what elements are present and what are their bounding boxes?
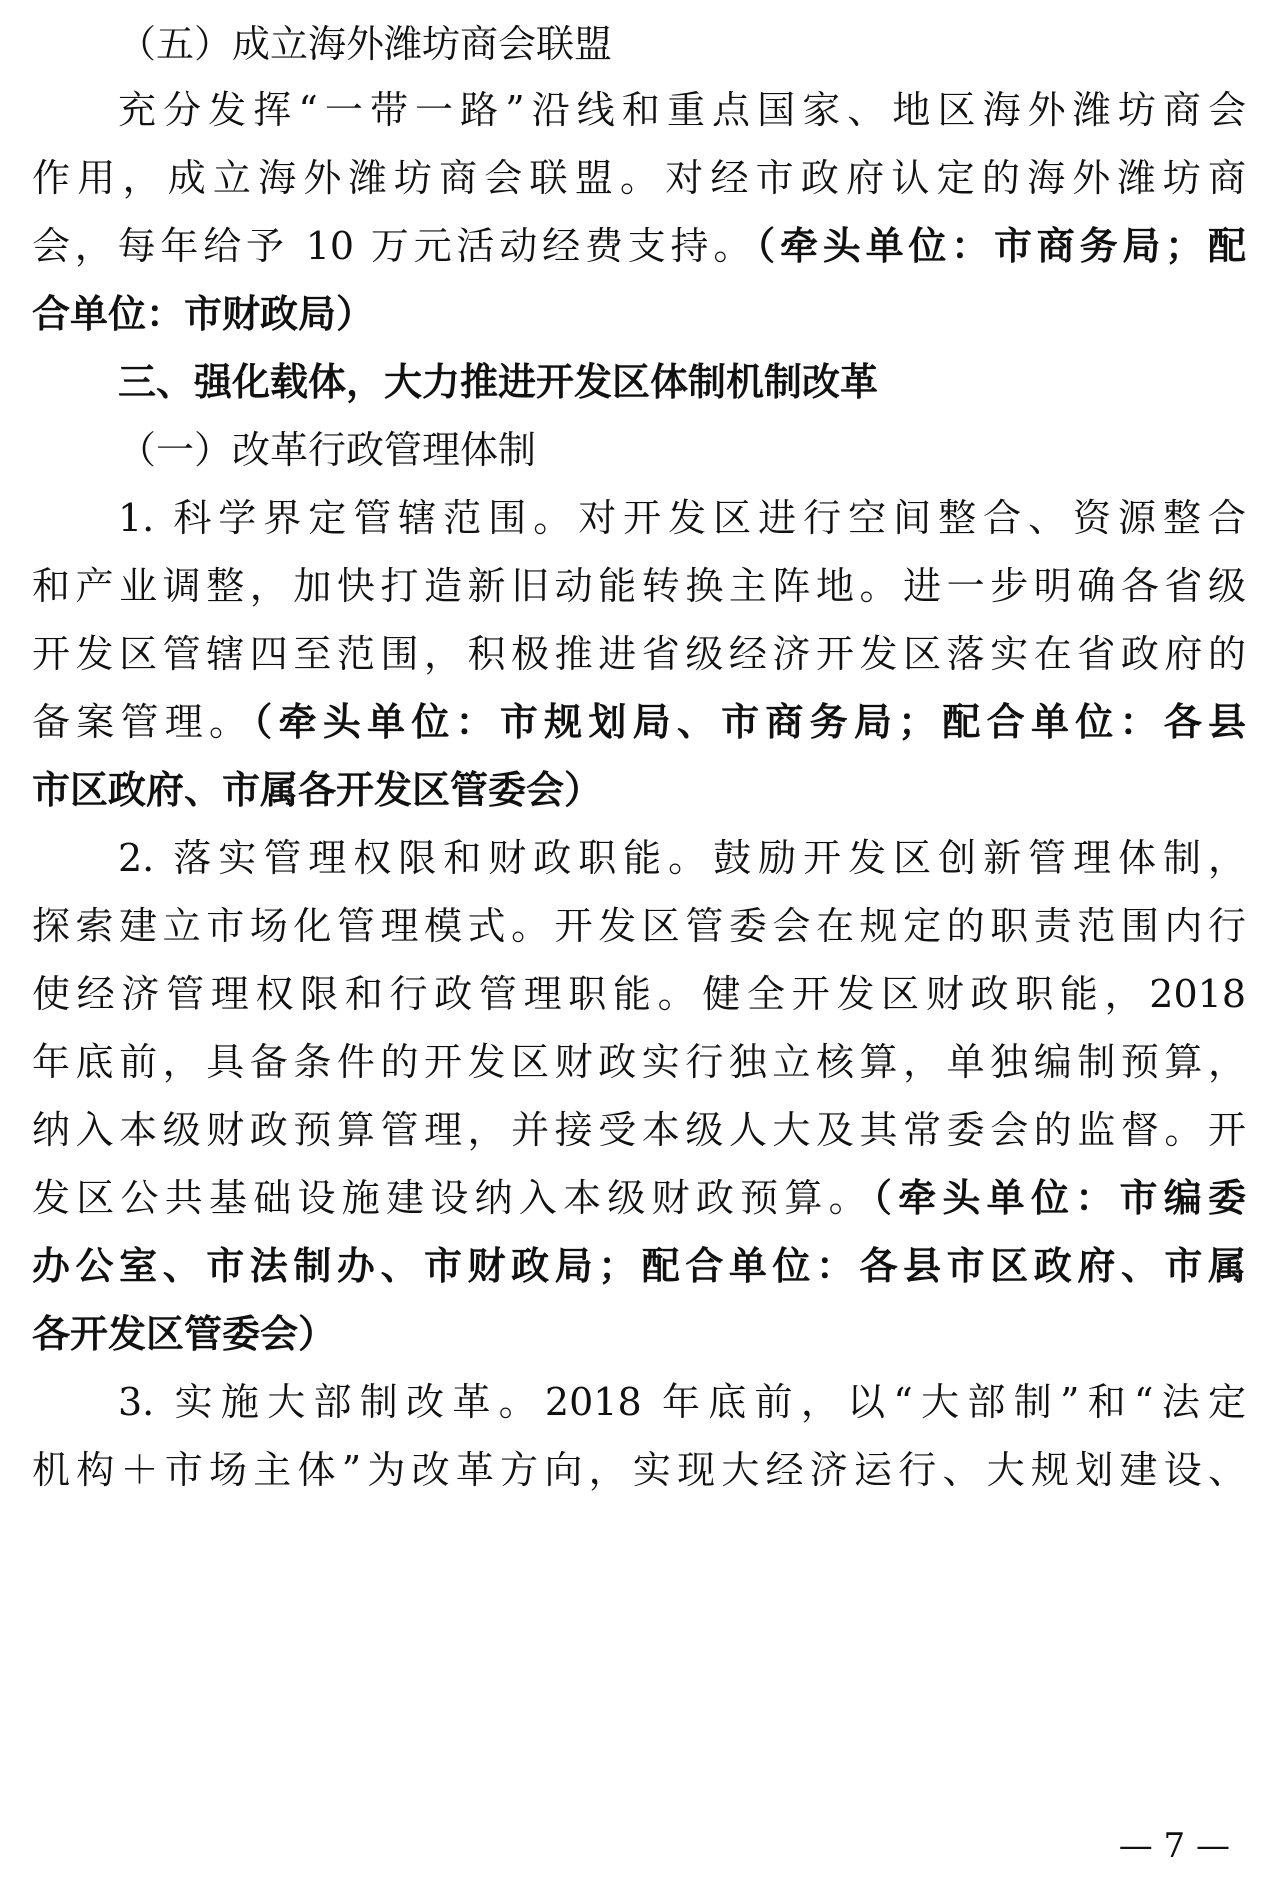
responsible-units-bold: （牵头单位：市编委 [872, 1176, 1246, 1220]
subsection-1-title: （一）改革行政管理体制 [118, 428, 537, 472]
paragraph-line: 机构＋市场主体”为改革方向，实现大经济运行、大规划建设、 [32, 1448, 1246, 1492]
paragraph-text: 备案管理。 [32, 700, 254, 744]
paragraph-text: 会，每年给予 10 万元活动经费支持。 [32, 224, 757, 268]
paragraph-line [32, 1176, 1246, 1220]
section-heading-3: 三、强化载体，大力推进开发区体制机制改革 [118, 360, 879, 404]
paragraph-line: 2. 落实管理权限和财政职能。鼓励开发区创新管理体制， [118, 836, 1246, 880]
paragraph-line: 办公室、市法制办、市财政局；配合单位：各县市区政府、市属 [32, 1244, 1246, 1288]
paragraph-line: 年底前，具备条件的开发区财政实行独立核算，单独编制预算， [32, 1040, 1246, 1084]
paragraph-text: 发区公共基础设施建设纳入本级财政预算。 [32, 1176, 873, 1220]
paragraph-line: 各开发区管委会） [32, 1312, 337, 1356]
paragraph-line [32, 700, 1246, 744]
paragraph-line: 使经济管理权限和行政管理职能。健全开发区财政职能，2018 [32, 972, 1246, 1016]
paragraph-line [32, 224, 1246, 268]
paragraph-line: 市区政府、市属各开发区管委会） [32, 768, 603, 812]
paragraph-line: 和产业调整，加快打造新旧动能转换主阵地。进一步明确各省级 [32, 564, 1246, 608]
page-number: — 7 — [1118, 1826, 1230, 1866]
responsible-units-bold: 合单位：市财政局） [32, 292, 375, 336]
paragraph-line: 充分发挥“一带一路”沿线和重点国家、地区海外潍坊商会 [118, 88, 1246, 132]
paragraph-line: 纳入本级财政预算管理，并接受本级人大及其常委会的监督。开 [32, 1108, 1246, 1152]
paragraph-line [32, 292, 1246, 336]
paragraph-line: 开发区管辖四至范围，积极推进省级经济开发区落实在省政府的 [32, 632, 1246, 676]
responsible-units-bold: （牵头单位：市商务局；配 [756, 224, 1246, 268]
paragraph-line: 探索建立市场化管理模式。开发区管委会在规定的职责范围内行 [32, 904, 1246, 948]
paragraph-line: 1. 科学界定管辖范围。对开发区进行空间整合、资源整合 [118, 496, 1246, 540]
section-5-title: （五）成立海外潍坊商会联盟 [118, 22, 613, 66]
paragraph-line: 作用，成立海外潍坊商会联盟。对经市政府认定的海外潍坊商 [32, 156, 1246, 200]
responsible-units-bold: （牵头单位：市规划局、市商务局；配合单位：各县 [253, 700, 1246, 744]
paragraph-line: 3. 实施大部制改革。2018 年底前，以“大部制”和“法定 [118, 1380, 1246, 1424]
